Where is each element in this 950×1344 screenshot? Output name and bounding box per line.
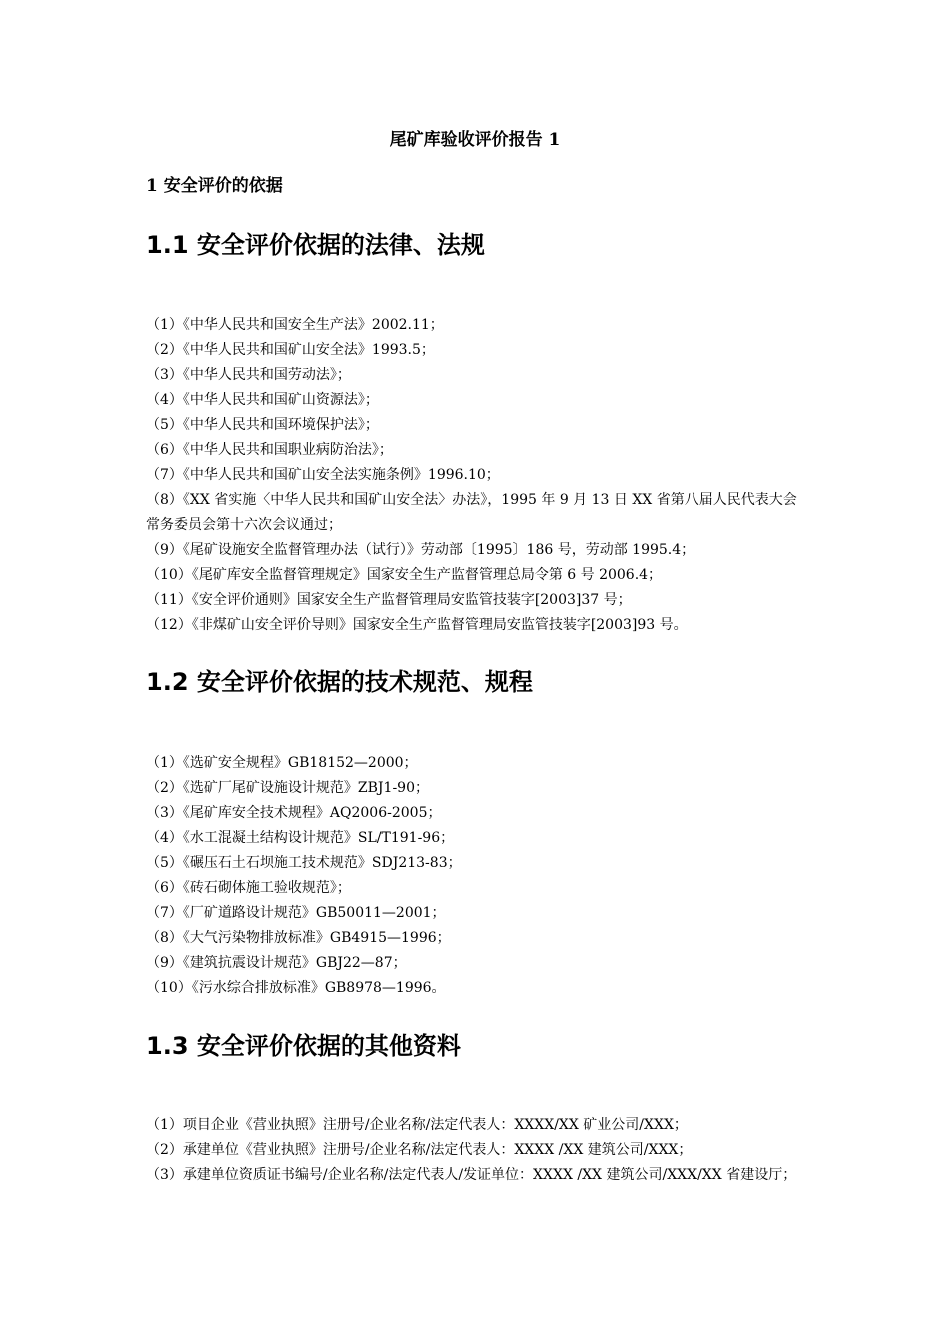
list-item: （8）《XX 省实施〈中华人民共和国矿山安全法〉办法》，1995 年 9 月 13 日 XX 省第八届人民代表大会常务委员会第十六次会议通过； [146, 492, 797, 533]
list-item: （9）《建筑抗震设计规范》GBJ22—87； [146, 955, 407, 971]
document-title: 尾矿库验收评价报告 1 [389, 130, 561, 150]
list-item: （1）《中华人民共和国安全生产法》2002.11； [146, 317, 444, 333]
list-item: （7）《中华人民共和国矿山安全法实施条例》1996.10； [146, 467, 500, 483]
list-item: （2）承建单位《营业执照》注册号/企业名称/法定代表人：XXXX /XX 建筑公司/XXX； [146, 1142, 693, 1158]
list-item: （7）《厂矿道路设计规范》GB50011—2001； [146, 905, 446, 921]
list-item: （9）《尾矿设施安全监督管理办法（试行）》劳动部〔1995〕186 号，劳动部 1995.4； [146, 542, 696, 558]
list-item: （3）《中华人民共和国劳动法》； [146, 367, 351, 383]
list-item: （10）《污水综合排放标准》GB8978—1996。 [146, 980, 446, 996]
other-materials-list [146, 1113, 810, 1188]
list-item: （10）《尾矿库安全监督管理规定》国家安全生产监督管理总局令第 6 号 2006.4； [146, 567, 663, 583]
section-heading-technical-standards: 1.2 安全评价依据的技术规范、规程 [146, 668, 533, 696]
list-item: （5）《碾压石土石坝施工技术规范》SDJ213-83； [146, 855, 462, 871]
list-item: （8）《大气污染物排放标准》GB4915—1996； [146, 930, 451, 946]
chapter-heading: 1 安全评价的依据 [146, 176, 283, 196]
list-item: （11）《安全评价通则》国家安全生产监督管理局安监管技装字[2003]37 号； [146, 592, 632, 608]
list-item: （2）《选矿厂尾矿设施设计规范》ZBJ1-90； [146, 780, 429, 796]
list-item: （6）《砖石砌体施工验收规范》； [146, 880, 351, 896]
technical-standards-list [146, 751, 810, 1001]
list-item: （4）《水工混凝土结构设计规范》SL/T191-96； [146, 830, 455, 846]
list-item: （5）《中华人民共和国环境保护法》； [146, 417, 379, 433]
list-item: （4）《中华人民共和国矿山资源法》； [146, 392, 379, 408]
list-item: （1）《选矿安全规程》GB18152—2000； [146, 755, 418, 771]
list-item: （12）《非煤矿山安全评价导则》国家安全生产监督管理局安监管技装字[2003]93 号。 [146, 617, 688, 633]
list-item: （3）承建单位资质证书编号/企业名称/法定代表人/发证单位：XXXX /XX 建筑公司/XXX/XX 省建设厅； [146, 1167, 797, 1183]
list-item: （3）《尾矿库安全技术规程》AQ2006-2005； [146, 805, 442, 821]
section-heading-laws: 1.1 安全评价依据的法律、法规 [146, 231, 485, 259]
laws-list [146, 313, 810, 638]
list-item: （1）项目企业《营业执照》注册号/企业名称/法定代表人：XXXX/XX 矿业公司/XXX； [146, 1117, 688, 1133]
list-item: （2）《中华人民共和国矿山安全法》1993.5； [146, 342, 435, 358]
section-heading-other-materials: 1.3 安全评价依据的其他资料 [146, 1032, 461, 1060]
list-item: （6）《中华人民共和国职业病防治法》； [146, 442, 393, 458]
